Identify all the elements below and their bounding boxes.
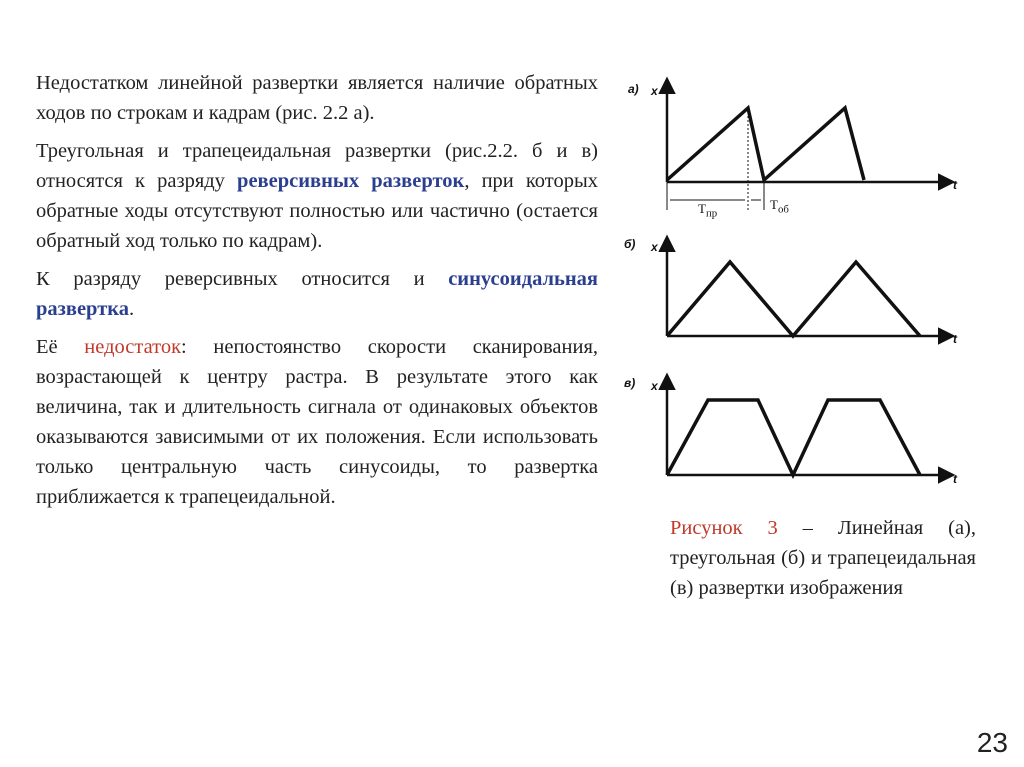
paragraph-3-end: . <box>129 298 135 320</box>
panel-b-label: б) <box>624 237 636 251</box>
panel-a-graph <box>667 80 952 210</box>
paragraph-4 <box>36 332 598 512</box>
term-disadvantage: недостаток <box>84 336 182 358</box>
t-forward-subscript: пр <box>705 207 718 220</box>
term-reversive-scans: реверсивных разверток <box>237 170 465 192</box>
paragraph-4-end: : непостоянство скорости сканирования, возрастающей к центру растра. В результате этого как величина, так и длительность сигнала от одинаковых объектов оказываются зависимыми от их положения. Если использовать только центральную часть синусоиды, то развертка приближается к трапецеидальной. <box>36 336 598 508</box>
term-sinusoidal-scan: синусоидальная развертка <box>36 268 598 320</box>
paragraph-3 <box>36 264 598 324</box>
paragraph-2-end: , при которых обратные ходы отсутствуют полностью или частично (остается обратный ход только по кадрам). <box>36 170 598 252</box>
panel-a-t-label: t <box>953 178 957 192</box>
caption-text: – Линейная (а), треугольная (б) и трапецеидальная (в) развертки изображения <box>670 517 976 599</box>
panel-c-label: в) <box>624 376 636 390</box>
page-number: 23 <box>976 727 1008 758</box>
panel-c-t-label: t <box>953 472 957 486</box>
panel-c-x-label: x <box>651 379 658 393</box>
panel-a-sawtooth-line <box>667 108 864 180</box>
panel-b-x-label: x <box>651 240 658 254</box>
figure-caption <box>670 513 976 603</box>
paragraph-4-start: Её <box>36 336 85 358</box>
panel-c-trapezoid-line <box>667 400 920 475</box>
scan-waveforms-figure <box>620 70 980 500</box>
t-reverse-symbol: T <box>770 197 778 212</box>
panel-b-t-label: t <box>953 332 957 346</box>
panel-b-graph <box>667 238 952 336</box>
panel-a-label: а) <box>628 82 639 96</box>
paragraph-1-text: Недостатком линейной развертки является наличие обратных ходов по строкам и кадрам (рис. 2.2 а). <box>36 72 598 124</box>
body-text <box>36 68 598 520</box>
t-forward-symbol: T <box>698 201 706 216</box>
panel-c-graph <box>667 376 952 475</box>
paragraph-3-start: К разряду реверсивных относится и <box>36 268 449 290</box>
t-reverse-subscript: об <box>777 203 789 216</box>
paragraph-2-start: Треугольная и трапецеидальная развертки (рис.2.2. б и в) относятся к разряду <box>36 140 598 192</box>
paragraph-2 <box>36 136 598 256</box>
caption-figure-number: Рисунок 3 <box>670 517 778 539</box>
t-forward-label <box>698 201 717 220</box>
panel-b-triangle-line <box>667 262 920 336</box>
waveforms-svg <box>620 70 980 500</box>
paragraph-1 <box>36 68 598 128</box>
t-reverse-label <box>770 197 789 216</box>
panel-a-x-label: x <box>651 84 658 98</box>
